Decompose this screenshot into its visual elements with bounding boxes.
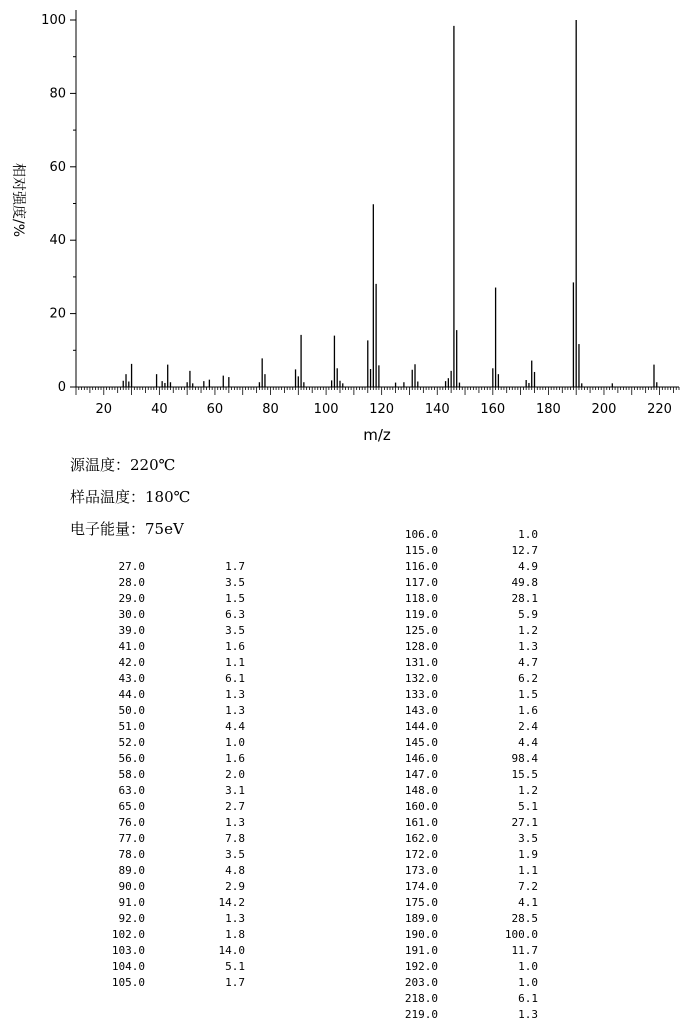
- peak-table-row: [85, 671, 285, 687]
- mz-value: 145.0: [404, 736, 438, 749]
- mz-value: 218.0: [404, 992, 438, 1005]
- abundance-value: 3.5: [225, 624, 245, 637]
- peak-table-row: [378, 735, 578, 751]
- abundance-value: 1.3: [225, 816, 245, 829]
- abundance-value: 14.0: [218, 944, 245, 957]
- abundance-value: 6.3: [225, 608, 245, 621]
- mz-value: 116.0: [404, 560, 438, 573]
- mz-value: 175.0: [404, 896, 438, 909]
- mz-value: 117.0: [404, 576, 438, 589]
- y-tick-label: 100: [41, 13, 66, 28]
- abundance-value: 4.7: [518, 656, 538, 669]
- peak-table-row: [378, 559, 578, 575]
- mz-value: 52.0: [118, 736, 145, 749]
- abundance-value: 1.7: [225, 560, 245, 573]
- mz-value: 103.0: [111, 944, 145, 957]
- abundance-value: 4.8: [225, 864, 245, 877]
- peak-table-row: [378, 1007, 578, 1023]
- peak-table-row: [378, 527, 578, 543]
- peak-table-row: [85, 879, 285, 895]
- abundance-value: 3.1: [225, 784, 245, 797]
- abundance-value: 1.9: [518, 848, 538, 861]
- abundance-value: 15.5: [511, 768, 538, 781]
- y-axis-label: 相对强度/%: [10, 162, 26, 238]
- abundance-value: 1.2: [518, 784, 538, 797]
- peak-table-row: [378, 751, 578, 767]
- peak-table-row: [85, 735, 285, 751]
- mz-value: 43.0: [118, 672, 145, 685]
- peak-table-row: [85, 623, 285, 639]
- mz-value: 160.0: [404, 800, 438, 813]
- mz-value: 102.0: [111, 928, 145, 941]
- peak-table-row: [85, 703, 285, 719]
- abundance-value: 98.4: [511, 752, 538, 765]
- abundance-value: 1.3: [225, 912, 245, 925]
- x-tick-label: 40: [151, 402, 168, 417]
- peak-table-row: [378, 719, 578, 735]
- abundance-value: 1.6: [225, 752, 245, 765]
- x-tick-label: 160: [480, 402, 506, 417]
- peak-table-row: [378, 975, 578, 991]
- mz-value: 118.0: [404, 592, 438, 605]
- mz-value: 30.0: [118, 608, 145, 621]
- x-tick-label: 220: [647, 402, 672, 417]
- mz-value: 191.0: [404, 944, 438, 957]
- x-tick-label: 120: [369, 402, 395, 417]
- mz-value: 78.0: [118, 848, 145, 861]
- peak-table-row: [378, 991, 578, 1007]
- peak-table-row: [85, 959, 285, 975]
- peak-table-row: [85, 575, 285, 591]
- mz-value: 104.0: [111, 960, 145, 973]
- peak-table-row: [378, 767, 578, 783]
- abundance-value: 1.0: [518, 528, 538, 541]
- mass-spectrum-chart: [0, 0, 680, 450]
- peak-table-row: [378, 623, 578, 639]
- peak-table-row: [85, 831, 285, 847]
- mz-value: 162.0: [404, 832, 438, 845]
- x-tick-label: 200: [591, 402, 617, 417]
- peak-table-row: [85, 655, 285, 671]
- abundance-value: 5.1: [225, 960, 245, 973]
- peak-table-row: [85, 607, 285, 623]
- mz-value: 90.0: [118, 880, 145, 893]
- peak-table-row: [378, 831, 578, 847]
- peak-table-row: [85, 783, 285, 799]
- peak-table-row: [378, 591, 578, 607]
- peak-table-row: [85, 815, 285, 831]
- abundance-value: 2.9: [225, 880, 245, 893]
- peak-table-row: [85, 927, 285, 943]
- peak-table-row: [378, 959, 578, 975]
- abundance-value: 1.1: [225, 656, 245, 669]
- peak-table-row: [85, 895, 285, 911]
- source-temperature: 源温度：220℃: [70, 456, 176, 474]
- mz-value: 189.0: [404, 912, 438, 925]
- peak-table-row: [378, 655, 578, 671]
- mz-value: 27.0: [118, 560, 145, 573]
- abundance-value: 5.1: [518, 800, 538, 813]
- x-tick-label: 180: [535, 402, 561, 417]
- mz-value: 65.0: [118, 800, 145, 813]
- abundance-value: 28.5: [511, 912, 538, 925]
- abundance-value: 28.1: [511, 592, 538, 605]
- peak-table-row: [85, 687, 285, 703]
- abundance-value: 12.7: [511, 544, 538, 557]
- abundance-value: 6.2: [518, 672, 538, 685]
- peak-table-row: [378, 879, 578, 895]
- mz-value: 76.0: [118, 816, 145, 829]
- electron-energy: 电子能量：75eV: [70, 520, 184, 538]
- mz-value: 77.0: [118, 832, 145, 845]
- mz-value: 203.0: [404, 976, 438, 989]
- abundance-value: 1.6: [225, 640, 245, 653]
- abundance-value: 7.8: [225, 832, 245, 845]
- abundance-value: 1.1: [518, 864, 538, 877]
- peak-table-row: [378, 607, 578, 623]
- peak-table-row: [378, 687, 578, 703]
- peak-table-row: [85, 719, 285, 735]
- x-tick-label: 140: [424, 402, 450, 417]
- mz-value: 161.0: [404, 816, 438, 829]
- mz-value: 50.0: [118, 704, 145, 717]
- peak-table-row: [378, 895, 578, 911]
- peak-table-row: [378, 703, 578, 719]
- mz-value: 42.0: [118, 656, 145, 669]
- mz-value: 28.0: [118, 576, 145, 589]
- mz-value: 146.0: [404, 752, 438, 765]
- abundance-value: 1.5: [225, 592, 245, 605]
- mz-value: 173.0: [404, 864, 438, 877]
- mz-value: 174.0: [404, 880, 438, 893]
- mz-value: 115.0: [404, 544, 438, 557]
- peak-table-row: [85, 911, 285, 927]
- y-tick-label: 80: [49, 86, 66, 102]
- peak-table-row: [85, 863, 285, 879]
- abundance-value: 1.3: [225, 704, 245, 717]
- peak-table-row: [378, 911, 578, 927]
- abundance-value: 2.7: [225, 800, 245, 813]
- mz-value: 89.0: [118, 864, 145, 877]
- abundance-value: 1.3: [225, 688, 245, 701]
- peak-bars: [123, 20, 657, 387]
- abundance-value: 3.5: [518, 832, 538, 845]
- mz-value: 131.0: [404, 656, 438, 669]
- abundance-value: 100.0: [504, 928, 538, 941]
- abundance-value: 4.4: [225, 720, 245, 733]
- mz-value: 190.0: [404, 928, 438, 941]
- peak-table-row: [378, 927, 578, 943]
- abundance-value: 1.6: [518, 704, 538, 717]
- abundance-value: 3.5: [225, 576, 245, 589]
- abundance-value: 1.0: [518, 976, 538, 989]
- peak-table-row: [85, 559, 285, 575]
- abundance-value: 4.1: [518, 896, 538, 909]
- peak-table-row: [378, 863, 578, 879]
- sample-temperature: 样品温度：180℃: [70, 488, 191, 506]
- peak-table-row: [85, 639, 285, 655]
- mz-value: 56.0: [118, 752, 145, 765]
- y-tick-label: 40: [49, 233, 66, 249]
- abundance-value: 3.5: [225, 848, 245, 861]
- peak-table-row: [378, 943, 578, 959]
- peak-table-row: [85, 751, 285, 767]
- abundance-value: 2.0: [225, 768, 245, 781]
- peak-table-row: [378, 783, 578, 799]
- abundance-value: 1.0: [518, 960, 538, 973]
- mz-value: 51.0: [118, 720, 145, 733]
- peak-table-row: [85, 943, 285, 959]
- mz-value: 219.0: [404, 1008, 438, 1021]
- mz-value: 133.0: [404, 688, 438, 701]
- mz-value: 172.0: [404, 848, 438, 861]
- y-tick-label: 0: [57, 380, 66, 395]
- peak-table-row: [378, 815, 578, 831]
- mz-value: 132.0: [404, 672, 438, 685]
- peak-table-row: [85, 799, 285, 815]
- mz-value: 29.0: [118, 592, 145, 605]
- abundance-value: 4.4: [518, 736, 538, 749]
- abundance-value: 11.7: [511, 944, 538, 957]
- abundance-value: 1.7: [225, 976, 245, 989]
- mz-value: 106.0: [404, 528, 438, 541]
- abundance-value: 7.2: [518, 880, 538, 893]
- mz-value: 144.0: [404, 720, 438, 733]
- peak-table-row: [378, 543, 578, 559]
- x-tick-label: 80: [262, 402, 279, 417]
- mz-value: 105.0: [111, 976, 145, 989]
- mz-value: 148.0: [404, 784, 438, 797]
- y-tick-label: 60: [49, 159, 66, 175]
- abundance-value: 5.9: [518, 608, 538, 621]
- mz-value: 119.0: [404, 608, 438, 621]
- abundance-value: 14.2: [218, 896, 245, 909]
- peak-table-row: [378, 671, 578, 687]
- abundance-value: 1.8: [225, 928, 245, 941]
- abundance-value: 1.0: [225, 736, 245, 749]
- mz-value: 91.0: [118, 896, 145, 909]
- peak-table-row: [85, 767, 285, 783]
- peak-table-row: [85, 591, 285, 607]
- peak-table-row: [85, 975, 285, 991]
- mz-value: 192.0: [404, 960, 438, 973]
- mz-value: 41.0: [118, 640, 145, 653]
- abundance-value: 1.3: [518, 640, 538, 653]
- mz-value: 125.0: [404, 624, 438, 637]
- mz-value: 39.0: [118, 624, 145, 637]
- mz-value: 128.0: [404, 640, 438, 653]
- abundance-value: 6.1: [518, 992, 538, 1005]
- abundance-value: 49.8: [511, 576, 538, 589]
- abundance-value: 27.1: [511, 816, 538, 829]
- y-tick-label: 20: [49, 306, 66, 322]
- abundance-value: 6.1: [225, 672, 245, 685]
- x-tick-label: 20: [95, 402, 113, 417]
- mz-value: 147.0: [404, 768, 438, 781]
- x-tick-label: 100: [313, 402, 339, 417]
- peak-table-row: [85, 847, 285, 863]
- peak-table-row: [378, 575, 578, 591]
- peak-table-row: [378, 799, 578, 815]
- abundance-value: 1.3: [518, 1008, 538, 1021]
- mz-value: 63.0: [118, 784, 145, 797]
- mz-value: 44.0: [118, 688, 145, 701]
- mz-value: 143.0: [404, 704, 438, 717]
- peak-table-row: [378, 639, 578, 655]
- abundance-value: 1.2: [518, 624, 538, 637]
- mz-value: 58.0: [118, 768, 145, 781]
- axes: [41, 10, 679, 417]
- abundance-value: 4.9: [518, 560, 538, 573]
- mz-value: 92.0: [118, 912, 145, 925]
- abundance-value: 1.5: [518, 688, 538, 701]
- x-axis-label: m/z: [363, 426, 391, 444]
- peak-table-row: [378, 847, 578, 863]
- abundance-value: 2.4: [518, 720, 538, 733]
- x-tick-label: 60: [206, 402, 224, 417]
